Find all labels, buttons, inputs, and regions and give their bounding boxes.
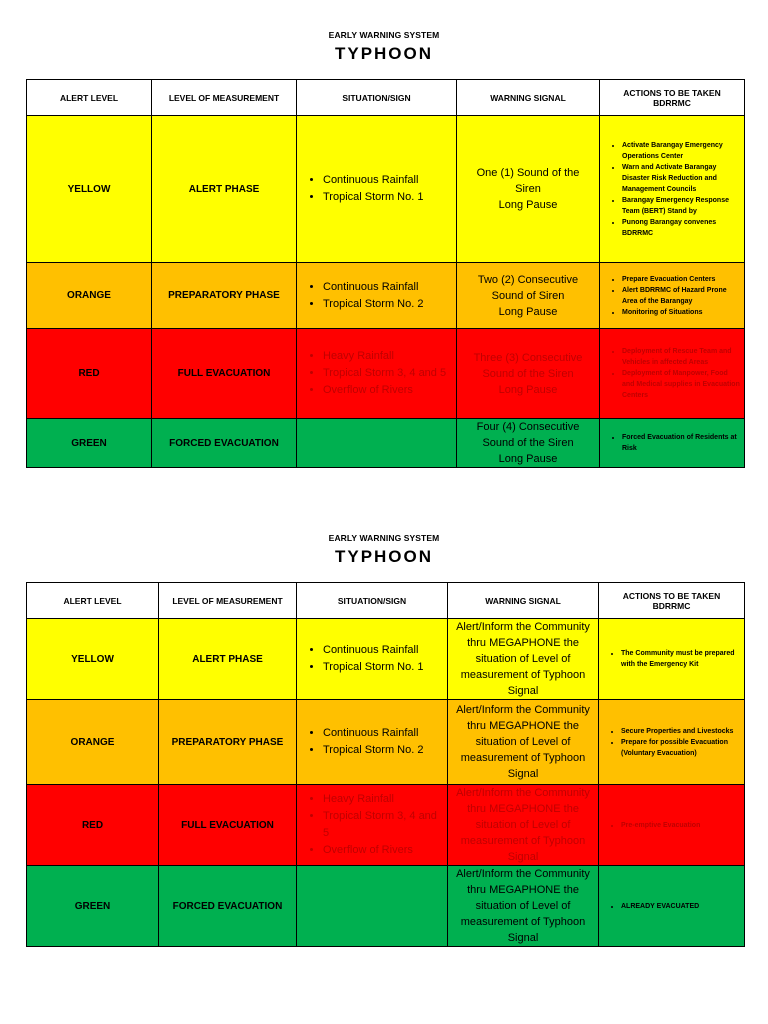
- measurement-cell: ALERT PHASE: [152, 116, 297, 263]
- actions-list: [604, 140, 740, 239]
- actions-cell: [599, 785, 745, 866]
- alert-level-cell: GREEN: [27, 419, 152, 468]
- warning-signal-cell: [448, 785, 599, 866]
- signal-line: Two (2) Consecutive: [477, 273, 579, 286]
- situation-item: • Tropical Storm No. 1: [323, 659, 443, 676]
- situation-item: • Tropical Storm No. 1: [323, 189, 452, 206]
- situation-list: [301, 172, 452, 206]
- signal-line: Alert/Inform the Community: [456, 621, 590, 633]
- actions-list: [603, 901, 740, 912]
- action-item: • Alert BDRRMC of Hazard Prone Area of the Barangay: [622, 285, 740, 307]
- warning-signal-cell: [457, 329, 600, 419]
- signal-line: thru MEGAPHONE the: [467, 803, 579, 815]
- header-measurement: LEVEL OF MEASUREMENT: [152, 80, 297, 116]
- action-item: • Pre-emptive Evacuation: [621, 820, 740, 831]
- situation-item: • Tropical Storm No. 2: [323, 296, 452, 313]
- alert-level-cell: YELLOW: [27, 619, 159, 700]
- warning-signal-cell: [457, 419, 600, 468]
- signal-line: Long Pause: [498, 453, 558, 465]
- signal-line: Sound of the Siren: [482, 367, 574, 380]
- measurement-cell: PREPARATORY PHASE: [152, 263, 297, 329]
- table-row: [27, 866, 745, 947]
- signal-line: Alert/Inform the Community: [456, 787, 590, 799]
- header-signal: WARNING SIGNAL: [448, 583, 599, 619]
- table-row: [27, 329, 745, 419]
- measurement-cell: FULL EVACUATION: [159, 785, 297, 866]
- table1: [26, 79, 745, 468]
- situation-list: [301, 642, 443, 676]
- signal-line: One (1) Sound of the: [476, 167, 580, 179]
- measurement-cell: FORCED EVACUATION: [152, 419, 297, 468]
- signal-line: Three (3) Consecutive: [473, 351, 583, 364]
- signal-line: thru MEGAPHONE the: [467, 720, 579, 732]
- situation-cell: [297, 619, 448, 700]
- situation-item: • Overflow of Rivers: [323, 842, 443, 859]
- situation-cell: [297, 329, 457, 419]
- header-actions: ACTIONS TO BE TAKEN BDRRMC: [599, 583, 745, 619]
- situation-item: • Heavy Rainfall: [323, 348, 452, 365]
- action-item: • Prepare for possible Evacuation (Voluntary Evacuation): [621, 737, 740, 759]
- table1-title: TYPHOON: [334, 44, 434, 63]
- actions-cell: [600, 419, 745, 468]
- actions-list: [604, 432, 740, 454]
- warning-signal-cell: [448, 866, 599, 947]
- header-actions: ACTIONS TO BE TAKEN BDRRMC: [600, 80, 745, 116]
- action-item: • Deployment of Manpower, Food and Medical supplies in Evacuation Centers: [622, 368, 740, 401]
- header-alert-level: ALERT LEVEL: [27, 583, 159, 619]
- signal-line: Long Pause: [498, 305, 558, 318]
- situation-cell: [297, 116, 457, 263]
- action-item: • Deployment of Rescue Team and Vehicles in affected Areas: [622, 346, 740, 368]
- alert-level-cell: ORANGE: [27, 700, 159, 785]
- table2-subtitle: EARLY WARNING SYSTEM: [328, 533, 440, 543]
- situation-item: • Continuous Rainfall: [323, 725, 443, 742]
- table1-header-row: [27, 80, 745, 116]
- warning-signal-cell: [448, 700, 599, 785]
- warning-signal-cell: [457, 116, 600, 263]
- signal-line: Four (4) Consecutive: [476, 421, 580, 433]
- situation-item: • Heavy Rainfall: [323, 791, 443, 808]
- signal-line: situation of Level of: [475, 819, 571, 831]
- header-situation: SITUATION/SIGN: [297, 583, 448, 619]
- situation-list: [301, 725, 443, 759]
- signal-line: Signal: [507, 768, 539, 780]
- actions-list: [603, 648, 740, 670]
- situation-item: • Tropical Storm 3, 4 and 5: [323, 365, 452, 382]
- measurement-cell: FORCED EVACUATION: [159, 866, 297, 947]
- action-item: • Monitoring of Situations: [622, 307, 740, 318]
- situation-cell: [297, 700, 448, 785]
- signal-line: Siren: [515, 183, 541, 195]
- header-measurement: LEVEL OF MEASUREMENT: [159, 583, 297, 619]
- table-row: [27, 116, 745, 263]
- signal-line: Sound of Siren: [491, 289, 565, 302]
- signal-line: measurement of Typhoon: [460, 752, 586, 764]
- table2-header-row: [27, 583, 745, 619]
- situation-item: • Tropical Storm 3, 4 and 5: [323, 808, 443, 842]
- situation-cell: [297, 785, 448, 866]
- signal-line: Signal: [507, 932, 539, 944]
- table-row: [27, 619, 745, 700]
- action-item: • Warn and Activate Barangay Disaster Risk Reduction and Management Councils: [622, 162, 740, 195]
- measurement-cell: FULL EVACUATION: [152, 329, 297, 419]
- signal-line: situation of Level of: [475, 736, 571, 748]
- signal-line: Long Pause: [498, 383, 558, 396]
- signal-line: measurement of Typhoon: [460, 669, 586, 681]
- actions-cell: [600, 116, 745, 263]
- situation-list: [301, 348, 452, 399]
- action-item: • Prepare Evacuation Centers: [622, 274, 740, 285]
- situation-item: • Overflow of Rivers: [323, 382, 452, 399]
- signal-line: Alert/Inform the Community: [456, 868, 590, 880]
- table2-title: TYPHOON: [334, 547, 434, 566]
- alert-level-cell: RED: [27, 329, 152, 419]
- alert-level-cell: RED: [27, 785, 159, 866]
- action-item: • The Community must be prepared with the Emergency Kit: [621, 648, 740, 670]
- signal-line: Signal: [507, 685, 539, 697]
- header-alert-level: ALERT LEVEL: [27, 80, 152, 116]
- table-row: [27, 263, 745, 329]
- action-item: • Forced Evacuation of Residents at Risk: [622, 432, 740, 454]
- situation-item: • Continuous Rainfall: [323, 279, 452, 296]
- signal-line: thru MEGAPHONE the: [467, 884, 579, 896]
- signal-line: Signal: [507, 851, 539, 863]
- alert-level-cell: GREEN: [27, 866, 159, 947]
- header-situation: SITUATION/SIGN: [297, 80, 457, 116]
- table2: [26, 582, 745, 947]
- signal-line: Sound of the Siren: [482, 437, 574, 449]
- situation-item: • Tropical Storm No. 2: [323, 742, 443, 759]
- situation-list: [301, 791, 443, 859]
- actions-cell: [599, 700, 745, 785]
- table-row: [27, 419, 745, 468]
- situation-item: • Continuous Rainfall: [323, 172, 452, 189]
- warning-signal-cell: [448, 619, 599, 700]
- signal-line: Alert/Inform the Community: [456, 704, 590, 716]
- situation-item: • Continuous Rainfall: [323, 642, 443, 659]
- signal-line: measurement of Typhoon: [460, 835, 586, 847]
- actions-cell: [599, 619, 745, 700]
- alert-level-cell: ORANGE: [27, 263, 152, 329]
- action-item: • ALREADY EVACUATED: [621, 901, 740, 912]
- signal-line: situation of Level of: [475, 900, 571, 912]
- actions-cell: [600, 263, 745, 329]
- actions-list: [604, 274, 740, 318]
- table1-subtitle: EARLY WARNING SYSTEM: [328, 30, 440, 40]
- action-item: • Activate Barangay Emergency Operations Center: [622, 140, 740, 162]
- action-item: • Barangay Emergency Response Team (BERT) Stand by: [622, 195, 740, 217]
- signal-line: measurement of Typhoon: [460, 916, 586, 928]
- table-row: [27, 700, 745, 785]
- actions-list: [604, 346, 740, 401]
- action-item: • Secure Properties and Livestocks: [621, 726, 740, 737]
- actions-list: [603, 726, 740, 759]
- signal-line: Long Pause: [498, 199, 558, 211]
- signal-line: thru MEGAPHONE the: [467, 637, 579, 649]
- signal-line: situation of Level of: [475, 653, 571, 665]
- situation-cell: [297, 263, 457, 329]
- alert-level-cell: YELLOW: [27, 116, 152, 263]
- actions-cell: [600, 329, 745, 419]
- actions-list: [603, 820, 740, 831]
- warning-signal-cell: [457, 263, 600, 329]
- header-signal: WARNING SIGNAL: [457, 80, 600, 116]
- measurement-cell: PREPARATORY PHASE: [159, 700, 297, 785]
- actions-cell: [599, 866, 745, 947]
- situation-cell: [297, 866, 448, 947]
- measurement-cell: ALERT PHASE: [159, 619, 297, 700]
- situation-list: [301, 279, 452, 313]
- action-item: • Punong Barangay convenes BDRRMC: [622, 217, 740, 239]
- situation-cell: [297, 419, 457, 468]
- table-row: [27, 785, 745, 866]
